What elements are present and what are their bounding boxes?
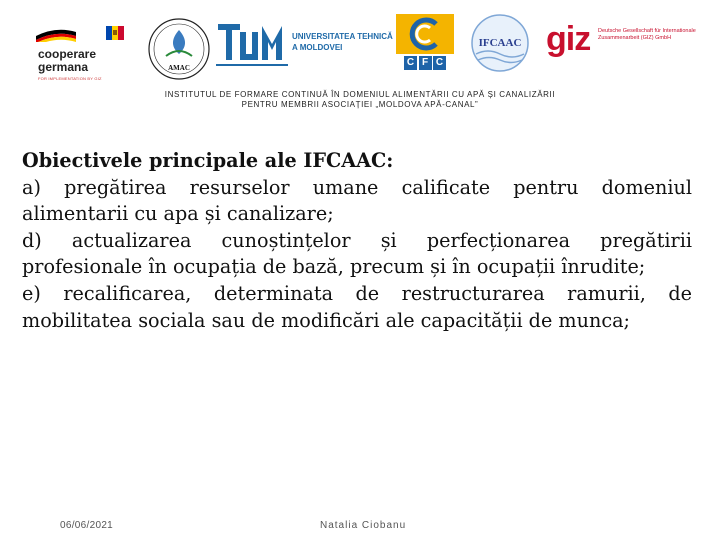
objective-item: a) pregătirea resurselor umane calificate pentru domeniul alimentarii cu apa și canalizare;	[22, 175, 692, 226]
footer-author: Natalia Ciobanu	[320, 520, 407, 531]
amac-emblem-icon	[146, 16, 212, 82]
giz-description: Deutsche Gesellschaft für Internationale Zusammenarbeit (GIZ) GmbH	[598, 28, 696, 41]
cfc-letter: C	[433, 56, 446, 70]
cfc-emblem-icon	[394, 14, 456, 56]
cfc-logo	[394, 14, 456, 74]
amac-label: AMAC	[168, 64, 190, 72]
objectives-heading: Obiectivele principale ale IFCAAC:	[22, 149, 394, 172]
giz-wordmark: giz	[546, 20, 591, 58]
utm-line2: A MOLDOVEI	[292, 43, 343, 52]
flags-icon	[36, 22, 126, 42]
utm-line1: UNIVERSITATEA TEHNICĂ	[292, 32, 393, 41]
cooperare-word: cooperare	[38, 47, 97, 61]
ifcaac-label: IFCAAC	[478, 37, 522, 49]
utm-logo	[216, 18, 393, 70]
amac-logo	[146, 16, 212, 82]
objective-item: d) actualizarea cunoștințelor și perfecționarea pregătirii profesionale în ocupația de bază, precum și în ocupații înrudite;	[22, 228, 692, 279]
logos-bar	[0, 0, 720, 84]
cooperare-subtext: FOR IMPLEMENTATION BY GIZ	[38, 76, 102, 81]
cfc-letters	[404, 56, 446, 70]
cooperare-text	[38, 48, 96, 74]
utm-emblem-icon	[216, 18, 290, 70]
institute-title	[0, 90, 720, 110]
germana-word: germana	[38, 60, 89, 74]
objectives-content	[22, 148, 692, 334]
objective-item: e) recalificarea, determinata de restructurarea ramurii, de mobilitatea sociala sau de modificări ale capacității de munca;	[22, 281, 692, 332]
giz-logo	[546, 20, 706, 72]
cfc-letter: F	[419, 56, 432, 70]
ifcaac-logo	[470, 12, 530, 74]
utm-text	[292, 31, 393, 53]
institute-line1: INSTITUTUL DE FORMARE CONTINUĂ ÎN DOMENIUL ALIMENTĂRII CU APĂ ȘI CANALIZĂRII	[164, 90, 556, 99]
footer-date: 06/06/2021	[60, 520, 114, 531]
institute-line2: PENTRU MEMBRII ASOCIAȚIEI „MOLDOVA APĂ-CANAL”	[241, 100, 479, 109]
cfc-letter: C	[404, 56, 417, 70]
cooperare-germana-logo	[36, 22, 128, 81]
